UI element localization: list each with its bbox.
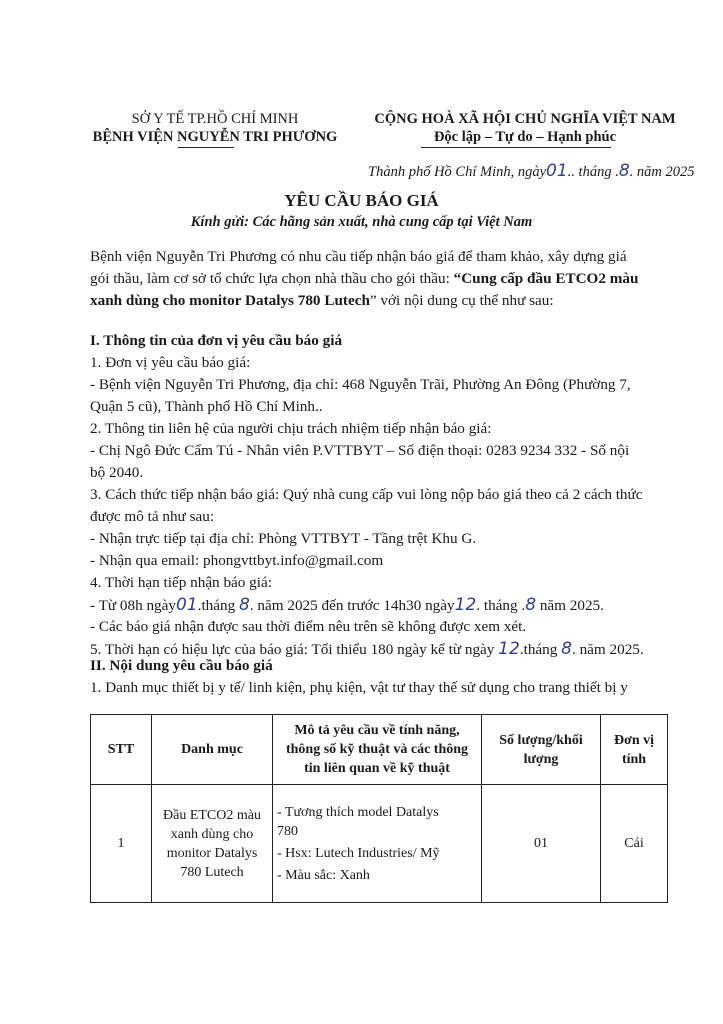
section-1-line: - Chị Ngô Đức Cẩm Tú - Nhân viên P.VTTBYT – Số điện thoại: 0283 9234 332 - Số nội: [90, 442, 630, 459]
row-desc: - Tương thích model Datalys 780 - Hsx: Lutech Industries/ Mỹ - Màu sắc: Xanh: [273, 785, 482, 903]
section-1-heading: I. Thông tin của đơn vị yêu cầu báo giá: [90, 332, 343, 349]
section-1-line: bộ 2040.: [90, 464, 144, 481]
date-day: 01: [546, 161, 568, 181]
document-title: YÊU CẦU BÁO GIÁ: [284, 191, 439, 210]
row-qty: 01: [482, 785, 601, 903]
row-stt: 1: [91, 785, 152, 903]
date-month: 8: [618, 161, 630, 181]
handwritten-day: 01: [176, 595, 198, 615]
section-1-line: - Các báo giá nhận được sau thời điểm nêu trên sẽ không được xem xét.: [90, 618, 527, 635]
section-1-line: 2. Thông tin liên hệ của người chịu trách nhiệm tiếp nhận báo giá:: [90, 420, 492, 437]
motto-underline: [421, 147, 611, 148]
section-2-line: 1. Danh mục thiết bị y tế/ linh kiện, phụ kiện, vật tư thay thế sử dụng cho trang thiết bị y: [90, 679, 628, 696]
col-desc: Mô tả yêu cầu về tính năng, thông số kỹ thuật và các thông tin liên quan về kỹ thuật: [273, 715, 482, 785]
handwritten-month: 8: [561, 639, 572, 659]
col-unit: Đơn vị tính: [601, 715, 668, 785]
deadline-line: - Từ 08h ngày01.tháng 8. năm 2025 đến trước 14h30 ngày12. tháng .8 năm 2025.: [90, 595, 604, 615]
row-item: Đầu ETCO2 màu xanh dùng cho monitor Datalys 780 Lutech: [152, 785, 273, 903]
nation-motto: Độc lập – Tự do – Hạnh phúc: [433, 129, 617, 145]
handwritten-day: 12: [454, 595, 477, 615]
section-1-line: 4. Thời hạn tiếp nhận báo giá:: [90, 574, 272, 591]
section-1-line: 3. Cách thức tiếp nhận báo giá: Quý nhà cung cấp vui lòng nộp báo giá theo cả 2 cách thức: [90, 486, 643, 503]
table-row: [91, 785, 668, 903]
intro-line-1: Bệnh viện Nguyễn Tri Phương có nhu cầu tiếp nhận báo giá để tham khảo, xây dựng giá: [90, 248, 627, 265]
table-header-row: [91, 715, 668, 785]
section-1-line: - Nhận trực tiếp tại địa chỉ: Phòng VTTBYT - Tầng trệt Khu G.: [90, 530, 477, 547]
section-1-line: được mô tả như sau:: [90, 508, 215, 525]
col-qty: Số lượng/khối lượng: [482, 715, 601, 785]
org-parent: SỞ Y TẾ TP.HỒ CHÍ MINH: [131, 111, 299, 127]
spec-table: [90, 714, 668, 903]
section-1-line: Quận 5 cũ), Thành phố Hồ Chí Minh..: [90, 398, 323, 415]
intro-line-2: gói thầu, làm cơ sở tổ chức lựa chọn nhà thầu cho gói thầu: “Cung cấp đầu ETCO2 màu: [90, 270, 639, 287]
intro-line-3: xanh dùng cho monitor Datalys 780 Lutech” với nội dung cụ thể như sau:: [90, 292, 554, 309]
handwritten-month: 8: [525, 595, 537, 615]
col-stt: STT: [91, 715, 152, 785]
nation-title: CỘNG HOÀ XÃ HỘI CHỦ NGHĨA VIỆT NAM: [374, 111, 676, 127]
row-unit: Cái: [601, 785, 668, 903]
handwritten-month: 8: [238, 595, 250, 615]
section-1-line: - Bệnh viện Nguyễn Tri Phương, địa chỉ: 468 Nguyễn Trãi, Phường An Đông (Phường 7,: [90, 376, 631, 393]
validity-line: 5. Thời hạn có hiệu lực của báo giá: Tối thiểu 180 ngày kể từ ngày 12.tháng 8. năm 2025.: [90, 639, 644, 659]
org-name: BỆNH VIỆN NGUYỄN TRI PHƯƠNG: [92, 129, 338, 145]
recipient: Kính gửi: Các hãng sản xuất, nhà cung cấp tại Việt Nam: [190, 214, 533, 230]
org-underline: [178, 147, 234, 148]
document-date: Thành phố Hồ Chí Minh, ngày01.. tháng .8. năm 2025: [368, 161, 695, 181]
handwritten-day: 12: [498, 639, 520, 659]
section-2-heading: II. Nội dung yêu cầu báo giá: [90, 657, 273, 674]
col-item: Danh mục: [152, 715, 273, 785]
contact-email: - Nhận qua email: phongvttbyt.info@gmail.com: [90, 552, 384, 569]
section-1-line: 1. Đơn vị yêu cầu báo giá:: [90, 354, 251, 371]
